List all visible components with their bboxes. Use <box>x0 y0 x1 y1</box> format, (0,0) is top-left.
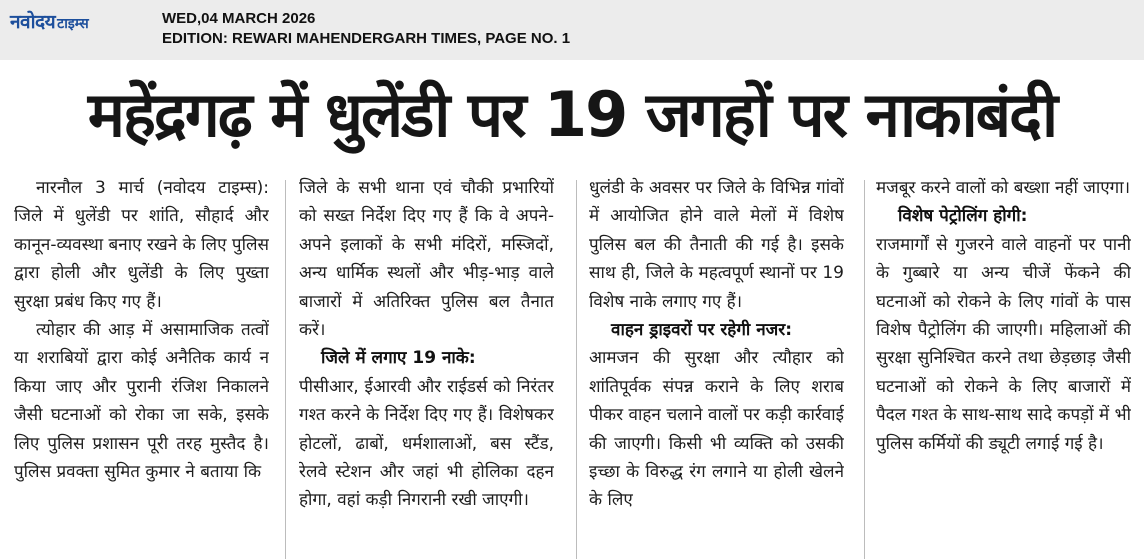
paragraph: धुलंडी के अवसर पर जिले के विभिन्न गांवों में आयोजित होने वाले मेलों में विशेष पुलिस बल की तैनाती की गई है। इसके साथ ही, जिले के महत्वपूर्ण स्थानों पर 19 विशेष नाके लगाए गए हैं। <box>589 178 844 312</box>
article-column-3 <box>589 174 844 559</box>
paragraph: मजबूर करने वालों को बख्शा नहीं जाएगा। <box>876 178 1131 198</box>
edition-info <box>162 9 570 49</box>
newspaper-logo <box>10 8 89 34</box>
subheading: विशेष पेट्रोलिंग होगी: <box>898 206 1028 227</box>
article-column-1 <box>14 174 269 559</box>
subheading: वाहन ड्राइवरों पर रहेगी नजर: <box>611 320 793 341</box>
paragraph: पीसीआर, ईआरवी और राईडर्स को निरंतर गश्त करने के निर्देश दिए गए हैं। विशेषकर होटलों, ढाबों, धर्मशालाओं, बस स्टैंड, रेलवे स्टेशन और जहां भी होलिका दहन होगा, वहां कड़ी निगरानी रखी जाएगी। <box>299 376 554 511</box>
publication-date: WED,04 MARCH 2026 <box>162 10 316 27</box>
logo-sub-text: टाइम्स <box>57 16 89 32</box>
paragraph: जिले के सभी थाना एवं चौकी प्रभारियों को सख्त निर्देश दिए गए हैं कि वे अपने-अपने इलाकों के सभी मंदिरों, मस्जिदों, अन्य धार्मिक स्थलों और भीड़-भाड़ वाले बाजारों में अतिरिक्त पुलिस बल तैनात करें। <box>299 178 554 341</box>
article-body <box>14 174 1134 559</box>
paragraph: राजमार्गों से गुजरने वाले वाहनों पर पानी के गुब्बारे या अन्य चीजें फेंकने की घटनाओं को रोकने के लिए गांवों के पास विशेष पैट्रोलिंग की जाएगी। महिलाओं की सुरक्षा सुनिश्चित करने तथा छेड़छाड़ जैसी घटनाओं को रोकने के लिए बाजारों में पैदल गश्त के साथ-साथ सादे कपड़ों में भी पुलिस कर्मियों की ड्यूटी लगाई गई है। <box>876 234 1131 454</box>
subheading: जिले में लगाए 19 नाके: <box>321 348 476 369</box>
article-headline: महेंद्रगढ़ में धुलेंडी पर 19 जगहों पर नाकाबंदी <box>87 78 1057 151</box>
article-column-4 <box>876 174 1131 559</box>
logo-main-text: नवोदय <box>10 11 56 33</box>
paragraph: त्योहार की आड़ में असामाजिक तत्वों या शराबियों द्वारा कोई अनैतिक कार्य न किया जाए और पुरानी रंजिश निकालने जैसी घटनाओं को रोका जा सके, इसके लिए पुलिस प्रशासन पूरी तरह मुस्तैद है। पुलिस प्रवक्ता सुमित कुमार ने बताया कि <box>14 320 269 483</box>
edition-line: EDITION: REWARI MAHENDERGARH TIMES, PAGE NO. 1 <box>162 30 571 47</box>
article-column-2 <box>299 174 554 559</box>
paragraph: आमजन की सुरक्षा और त्यौहार को शांतिपूर्वक संपन्न कराने के लिए शराब पीकर वाहन चलाने वालों पर कड़ी कार्रवाई की जाएगी। किसी भी व्यक्ति को उसकी इच्छा के विरुद्ध रंग लगाने या होली खेलने के लिए <box>589 348 844 511</box>
masthead-bar <box>0 0 1144 60</box>
paragraph: नारनौल 3 मार्च (नवोदय टाइम्स): जिले में धुलेंडी पर शांति, सौहार्द और कानून-व्यवस्था बनाए रखने के लिए पुलिस द्वारा होली और धुलेंडी के लिए पुख्ता सुरक्षा प्रबंध किए गए हैं। <box>14 178 269 312</box>
